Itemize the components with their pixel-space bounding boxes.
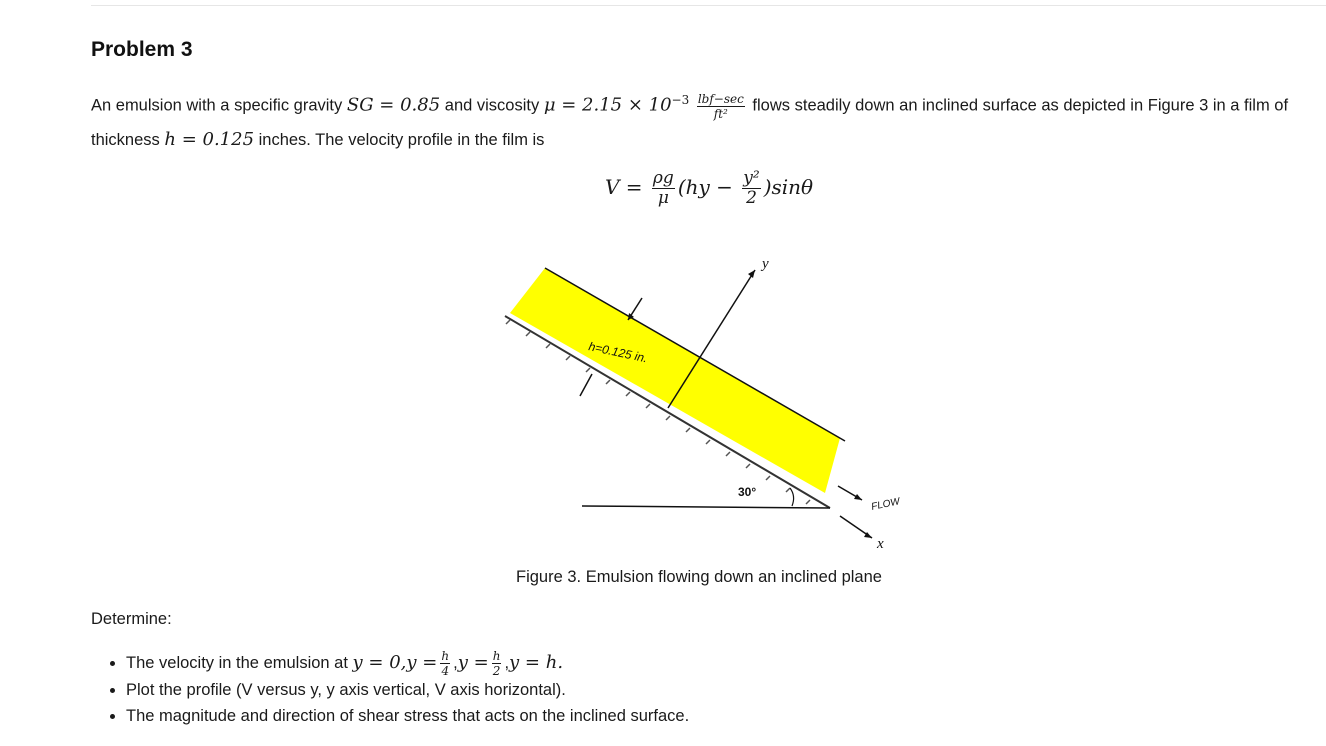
thickness-label: h=0.125 in. (587, 339, 649, 366)
formula-mid: (hy − (677, 175, 733, 199)
task1-frac-h2 (492, 650, 502, 677)
formula-frac2-num: y² (743, 168, 760, 188)
problem-title: Problem 3 (91, 38, 193, 61)
x-axis-label: x (877, 536, 884, 550)
problem-statement (91, 84, 1316, 157)
formula-frac1-num: ρg (652, 168, 674, 188)
task-item-plot: • Plot the profile (V versus y, y axis vertical, V axis horizontal). (126, 677, 689, 703)
frac-h2-den: 2 (492, 664, 501, 679)
viscosity-exponent: −3 (671, 93, 690, 107)
formula-frac1-den: μ (657, 188, 669, 208)
task-item-velocity: • The velocity in the emulsion at y = 0,y = $\frac{h}{4}$ ,y = $\frac{h}{2}$ ,y = h. (126, 650, 689, 677)
task-list (108, 650, 689, 729)
thickness-expr: h = 0.125 (164, 128, 255, 150)
formula-fraction-y2-2 (742, 170, 760, 207)
specific-gravity-expr: SG = 0.85 (346, 94, 441, 116)
determine-heading: Determine: (91, 610, 172, 628)
viscosity-expr: μ = 2.15 × 10 (543, 94, 672, 116)
intro-text-2: and viscosity (440, 96, 544, 115)
intro-text-1: An emulsion with a specific gravity (91, 96, 347, 115)
formula-lhs: V = (605, 175, 643, 199)
task1-text: The velocity in the emulsion at (126, 654, 353, 672)
y-axis-arrowhead (748, 270, 755, 278)
task1-frac-h4 (440, 650, 450, 677)
task1-y1: y = (406, 652, 438, 673)
viscosity-unit (697, 93, 745, 120)
angle-label: 30° (738, 485, 757, 499)
horizontal-base (582, 506, 830, 508)
angle-arc (790, 488, 794, 506)
y-axis-label: y (762, 258, 769, 272)
thickness-arrow-bottom (580, 374, 592, 396)
intro-text-3: flows steadily down an inclined surface as depicted in Figure 3 in a film of thickness (91, 96, 1289, 149)
velocity-profile-formula (605, 170, 813, 207)
frac-h2-num: h (492, 649, 501, 664)
task1-y3: y = h. (509, 652, 564, 673)
figure-caption: Figure 3. Emulsion flowing down an inclined plane (516, 568, 882, 586)
formula-rhs: )sinθ (763, 175, 814, 199)
inclined-plane-figure (500, 258, 930, 550)
emulsion-film (510, 268, 840, 493)
task-item-shear: • The magnitude and direction of shear stress that acts on the inclined surface. (126, 703, 689, 729)
formula-frac2-den: 2 (746, 188, 757, 208)
flow-arrowhead (854, 494, 862, 500)
task1-y2: y = (457, 652, 489, 673)
intro-text-4: inches. The velocity profile in the film is (254, 130, 545, 149)
unit-denominator: ft² (713, 106, 728, 121)
task1-y0: y = 0, (352, 652, 407, 673)
frac-h4-num: h (441, 649, 450, 664)
formula-fraction-rho-g-mu (652, 170, 675, 207)
frac-h4-den: 4 (441, 664, 450, 679)
top-divider (91, 5, 1326, 6)
unit-numerator: lbf−sec (697, 91, 744, 106)
flow-label: FLOW (870, 496, 901, 513)
